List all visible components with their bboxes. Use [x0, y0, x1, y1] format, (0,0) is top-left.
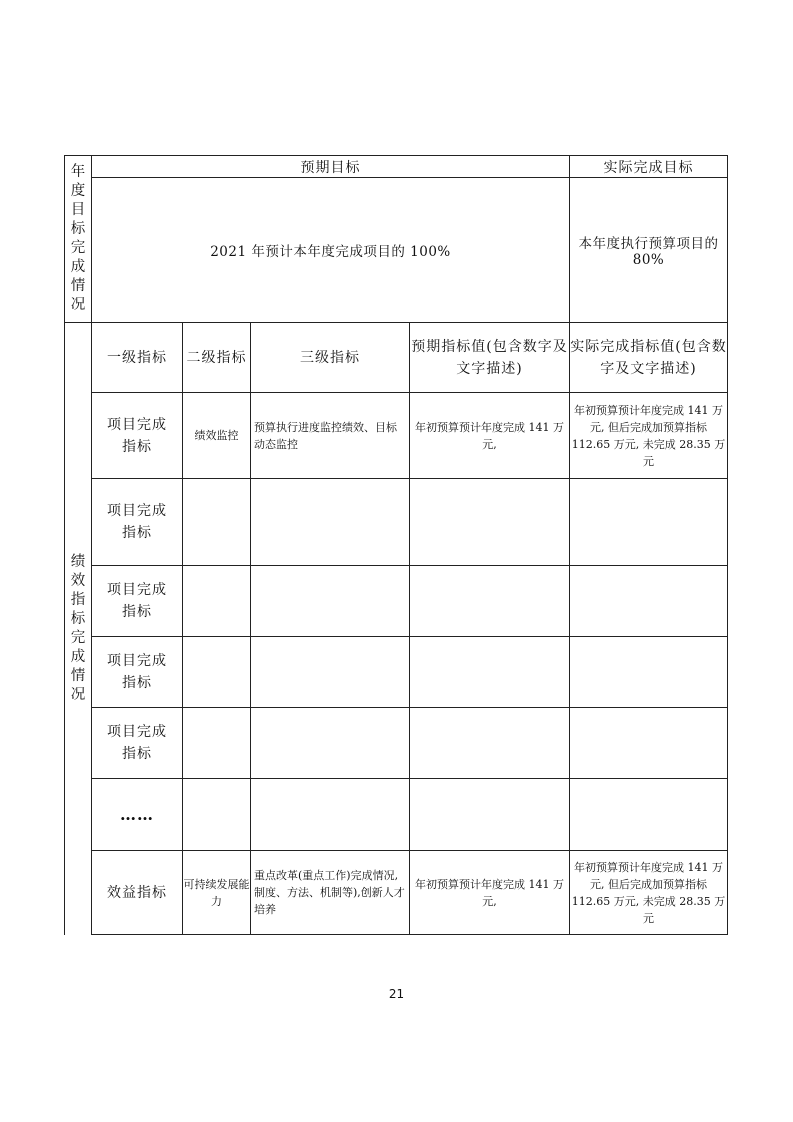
table-row: [65, 637, 728, 708]
level1-cell: 效益指标: [92, 851, 183, 935]
expected-value-header: 预期指标值(包含数字及文字描述): [410, 323, 570, 393]
level3-cell: [251, 479, 410, 566]
actual-value-cell: [570, 637, 728, 708]
level2-cell: [183, 637, 251, 708]
expected-value-cell: 年初预算预计年度完成 141 万元,: [410, 851, 570, 935]
level2-cell: 绩效监控: [183, 393, 251, 479]
expected-value-cell: [410, 637, 570, 708]
level1-cell: 项目完成指标: [92, 566, 183, 637]
level3-header: 三级指标: [251, 323, 410, 393]
expected-target-header: 预期目标: [92, 156, 570, 178]
annual-content-row: [65, 178, 728, 323]
actual-value-cell: [570, 779, 728, 851]
annual-section-label: 年 度 目 标 完 成 情 况: [65, 156, 92, 323]
level2-cell: [183, 566, 251, 637]
table-row: [65, 779, 728, 851]
level1-cell: 项目完成指标: [92, 637, 183, 708]
level3-cell: [251, 779, 410, 851]
actual-value-header: 实际完成指标值(包含数字及文字描述): [570, 323, 728, 393]
level1-cell: 项目完成指标: [92, 708, 183, 779]
level1-cell: ……: [92, 779, 183, 851]
level2-header: 二级指标: [183, 323, 251, 393]
level1-cell: 项目完成指标: [92, 393, 183, 479]
perf-header-row: [65, 323, 728, 393]
table-row: [65, 393, 728, 479]
expected-value-cell: [410, 779, 570, 851]
level2-cell: [183, 779, 251, 851]
level1-header: 一级指标: [92, 323, 183, 393]
level2-cell: [183, 708, 251, 779]
actual-target-header: 实际完成目标: [570, 156, 728, 178]
performance-table: [64, 155, 728, 935]
actual-value-cell: [570, 708, 728, 779]
table-row: [65, 708, 728, 779]
page-number: 21: [388, 987, 405, 1001]
table-row: [65, 566, 728, 637]
level2-cell: 可持续发展能力: [183, 851, 251, 935]
expected-value-cell: [410, 479, 570, 566]
level3-cell: 预算执行进度监控绩效、目标动态监控: [251, 393, 410, 479]
level1-cell: 项目完成指标: [92, 479, 183, 566]
annual-header-row: [65, 156, 728, 178]
level3-cell: [251, 637, 410, 708]
actual-target-text: 本年度执行预算项目的 80%: [570, 178, 728, 323]
actual-value-cell: [570, 479, 728, 566]
actual-value-cell: [570, 566, 728, 637]
perf-section-label: 绩 效 指 标 完 成 情 况: [65, 323, 92, 935]
level2-cell: [183, 479, 251, 566]
actual-value-cell: 年初预算预计年度完成 141 万元, 但后完成加预算指标 112.65 万元, 未完成 28.35 万元: [570, 851, 728, 935]
expected-target-text: 2021 年预计本年度完成项目的 100%: [92, 178, 570, 323]
level3-cell: [251, 566, 410, 637]
actual-value-cell: 年初预算预计年度完成 141 万元, 但后完成加预算指标 112.65 万元, 未完成 28.35 万元: [570, 393, 728, 479]
level3-cell: [251, 708, 410, 779]
table-row: [65, 479, 728, 566]
expected-value-cell: [410, 566, 570, 637]
expected-value-cell: [410, 708, 570, 779]
level3-cell: 重点改革(重点工作)完成情况,制度、方法、机制等),创新人才培养: [251, 851, 410, 935]
expected-value-cell: 年初预算预计年度完成 141 万元,: [410, 393, 570, 479]
table-row: [65, 851, 728, 935]
